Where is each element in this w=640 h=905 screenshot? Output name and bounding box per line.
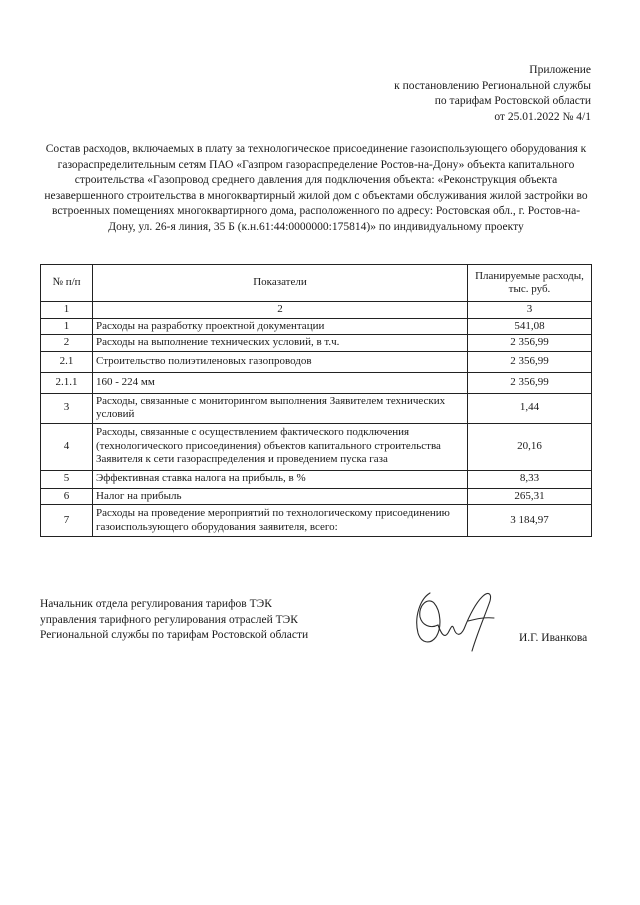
- row-num: 2: [41, 335, 93, 352]
- header-costs: [468, 265, 592, 302]
- appendix-line: по тарифам Ростовской области: [434, 95, 591, 107]
- signatory-name: И.Г. Иванкова: [519, 632, 588, 644]
- row-num: 6: [41, 488, 93, 505]
- row-name: Расходы, связанные с мониторингом выполнения Заявителем технических условий: [93, 393, 468, 423]
- column-index-row: [41, 302, 592, 319]
- row-value: 3 184,97: [468, 505, 592, 537]
- row-value: 2 356,99: [468, 372, 592, 393]
- row-value: 2 356,99: [468, 335, 592, 352]
- header-indicators: Показатели: [93, 265, 468, 302]
- position-line: управления тарифного регулирования отраслей ТЭК: [40, 613, 298, 626]
- column-index: 1: [41, 302, 93, 319]
- appendix-line: Приложение: [529, 64, 591, 76]
- appendix-header: [394, 63, 591, 125]
- title-line: газораспределительным сетям ПАО «Газпром газораспределение Ростов-на-Дону» объекта капитального: [57, 158, 575, 171]
- row-name: Налог на прибыль: [93, 488, 468, 505]
- appendix-line: к постановлению Региональной службы: [394, 79, 591, 92]
- appendix-date-line: от 25.01.2022 № 4/1: [494, 110, 591, 123]
- handwritten-signature: [408, 585, 503, 657]
- row-num: 2.1: [41, 351, 93, 372]
- row-value: 8,33: [468, 470, 592, 488]
- row-num: 1: [41, 318, 93, 335]
- title-line: Дону, ул. 26-я линия, 35 Б (к.н.61:44:0000000:175814)» по индивидуальному проекту: [108, 220, 524, 233]
- table-row: [41, 470, 592, 488]
- column-index: 3: [468, 302, 592, 319]
- position-line: Региональной службы по тарифам Ростовской области: [40, 629, 309, 641]
- table-row: [41, 423, 592, 470]
- row-num: 2.1.1: [41, 372, 93, 393]
- row-name: Эффективная ставка налога на прибыль, в %: [93, 470, 468, 488]
- title-line: Состав расходов, включаемых в плату за технологическое присоединение газоиспользующего оборудования к: [45, 143, 587, 155]
- table-row: [41, 393, 592, 423]
- table-row: [41, 351, 592, 372]
- costs-table: [40, 264, 592, 537]
- row-value: 1,44: [468, 393, 592, 423]
- row-value: 265,31: [468, 488, 592, 505]
- title-line: строительства «Газопровод среднего давления для подключения объекта: «Реконструкция объекта: [74, 174, 558, 187]
- table-row: [41, 335, 592, 352]
- row-name: Строительство полиэтиленовых газопроводов: [93, 351, 468, 372]
- row-value: 541,08: [468, 318, 592, 335]
- row-name: 160 - 224 мм: [93, 372, 468, 393]
- title-line: встроенных помещениях многоквартирного дома, расположенного по адресу: Ростовская обл., г. Ростов-на-: [51, 205, 581, 218]
- row-num: 3: [41, 393, 93, 423]
- table-row: [41, 488, 592, 505]
- row-value: 2 356,99: [468, 351, 592, 372]
- header-costs-line1: Планируемые расходы,: [475, 269, 584, 282]
- row-num: 5: [41, 470, 93, 488]
- position-line: Начальник отдела регулирования тарифов ТЭК: [40, 598, 272, 610]
- signatory-position: [40, 597, 308, 644]
- document-title: [40, 142, 592, 236]
- table-row: [41, 318, 592, 335]
- row-value: 20,16: [468, 423, 592, 470]
- table-header-row: [41, 265, 592, 302]
- header-num: № п/п: [41, 265, 93, 302]
- row-num: 7: [41, 505, 93, 537]
- table-row: [41, 372, 592, 393]
- row-name: Расходы на выполнение технических условий, в т.ч.: [93, 335, 468, 352]
- row-name: Расходы на проведение мероприятий по технологическому присоединению газоиспользующего оборудования заявителя, всего:: [93, 505, 468, 537]
- row-num: 4: [41, 423, 93, 470]
- header-costs-line2: тыс. руб.: [508, 283, 551, 295]
- table-row: [41, 505, 592, 537]
- row-name: Расходы, связанные с осуществлением фактического подключения (технологического присоединения) объектов капитального строительства Заявителя к сети газораспределения и проведением пуска газа: [93, 423, 468, 470]
- title-line: незавершенного строительства в многоквартирный жилой дом с объектами обслуживания жилой застройки во: [44, 189, 588, 202]
- column-index: 2: [93, 302, 468, 319]
- row-name: Расходы на разработку проектной документации: [93, 318, 468, 335]
